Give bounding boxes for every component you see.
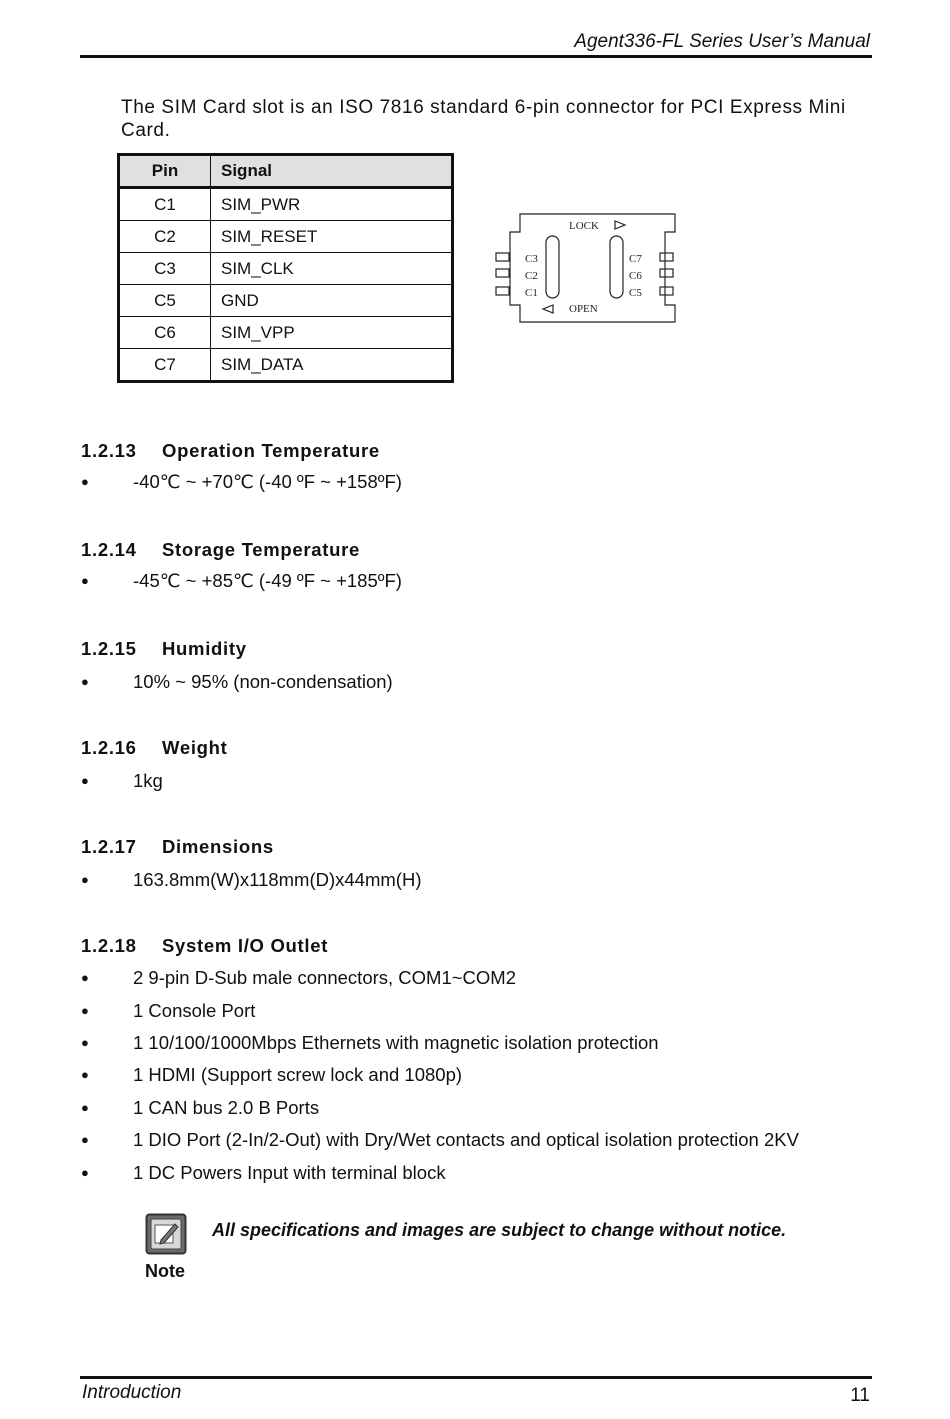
- left-pad: [496, 269, 509, 277]
- table-row: [119, 253, 453, 285]
- bullet-text: 2 9-pin D-Sub male connectors, COM1~COM2: [133, 967, 516, 988]
- table-row: [119, 317, 453, 349]
- list-item: [81, 1032, 659, 1054]
- list-item: [81, 1162, 446, 1184]
- right-pad: [660, 287, 673, 295]
- left-pad: [496, 253, 509, 261]
- pin-label-c5: C5: [629, 287, 642, 299]
- bullet-icon: ●: [81, 573, 89, 588]
- left-pad: [496, 287, 509, 295]
- note-text: All specifications and images are subject to change without notice.: [212, 1220, 787, 1240]
- section-heading: [81, 737, 228, 759]
- pin-label-c7: C7: [629, 253, 642, 265]
- right-pad: [660, 253, 673, 261]
- open-label: OPEN: [569, 303, 598, 315]
- open-arrow-icon: [543, 305, 553, 313]
- section-number: 1.2.17: [81, 836, 137, 857]
- list-item: [81, 1129, 799, 1151]
- list-item: [81, 770, 163, 792]
- footer-section: Introduction: [82, 1382, 182, 1403]
- bullet-icon: ●: [81, 474, 89, 489]
- pin-label-c1: C1: [525, 287, 538, 299]
- signal-cell: SIM_CLK: [211, 253, 453, 285]
- intro-paragraph: The SIM Card slot is an ISO 7816 standard 6-pin connector for PCI Express Mini Card.: [121, 97, 846, 141]
- bullet-icon: ●: [81, 773, 89, 788]
- section-number: 1.2.18: [81, 935, 137, 956]
- pin-label-c2: C2: [525, 270, 538, 282]
- signal-cell: SIM_VPP: [211, 317, 453, 349]
- section-title: Storage Temperature: [162, 539, 361, 560]
- signal-cell: SIM_DATA: [211, 349, 453, 382]
- list-item: [81, 1064, 462, 1086]
- list-item: [81, 471, 402, 493]
- section-title: System I/O Outlet: [162, 935, 329, 956]
- section-heading: [81, 638, 247, 660]
- bullet-icon: ●: [81, 674, 89, 689]
- footer-rule: [80, 1376, 872, 1379]
- section-number: 1.2.15: [81, 638, 137, 659]
- right-contact-bar: [610, 236, 623, 298]
- bullet-text: 1kg: [133, 770, 163, 791]
- bullet-text: 1 DIO Port (2-In/2-Out) with Dry/Wet contacts and optical isolation protection 2KV: [133, 1129, 799, 1150]
- list-item: [81, 1000, 255, 1022]
- section-heading: [81, 836, 274, 858]
- table-header-pin: Pin: [119, 155, 211, 188]
- bullet-text: -40℃ ~ +70℃ (-40 ºF ~ +158ºF): [133, 471, 402, 492]
- section-title: Operation Temperature: [162, 440, 380, 461]
- bullet-text: 163.8mm(W)x118mm(D)x44mm(H): [133, 869, 422, 890]
- header-title: Agent336-FL Series User’s Manual: [574, 31, 870, 52]
- signal-cell: SIM_PWR: [211, 188, 453, 221]
- pin-cell: C2: [119, 221, 211, 253]
- header-rule: [80, 55, 872, 58]
- sim-slot-diagram: [490, 210, 690, 330]
- pin-cell: C6: [119, 317, 211, 349]
- section-title: Weight: [162, 737, 228, 758]
- bullet-text: 10% ~ 95% (non-condensation): [133, 671, 393, 692]
- table-header-signal: Signal: [211, 155, 453, 188]
- section-number: 1.2.16: [81, 737, 137, 758]
- bullet-text: 1 DC Powers Input with terminal block: [133, 1162, 446, 1183]
- bullet-icon: ●: [81, 1165, 89, 1180]
- section-title: Dimensions: [162, 836, 274, 857]
- pin-cell: C3: [119, 253, 211, 285]
- sim-pin-table: [117, 153, 454, 383]
- bullet-text: 1 CAN bus 2.0 B Ports: [133, 1097, 320, 1118]
- bullet-text: 1 10/100/1000Mbps Ethernets with magnetic isolation protection: [133, 1032, 659, 1053]
- lock-label: LOCK: [569, 220, 599, 232]
- table-row: [119, 188, 453, 221]
- signal-cell: GND: [211, 285, 453, 317]
- pin-label-c3: C3: [525, 253, 538, 265]
- pin-label-c6: C6: [629, 270, 642, 282]
- lock-arrow-icon: [615, 221, 625, 229]
- left-contact-bar: [546, 236, 559, 298]
- table-row: [119, 285, 453, 317]
- table-row: [119, 221, 453, 253]
- signal-cell: SIM_RESET: [211, 221, 453, 253]
- note-pencil-icon: [145, 1213, 187, 1255]
- bullet-icon: ●: [81, 970, 89, 985]
- right-pad: [660, 269, 673, 277]
- list-item: [81, 1097, 319, 1119]
- bullet-text: 1 HDMI (Support screw lock and 1080p): [133, 1064, 463, 1085]
- list-item: [81, 671, 393, 693]
- table-row: [119, 349, 453, 382]
- bullet-icon: ●: [81, 1035, 89, 1050]
- pin-cell: C1: [119, 188, 211, 221]
- pin-cell: C5: [119, 285, 211, 317]
- section-number: 1.2.13: [81, 440, 137, 461]
- pin-cell: C7: [119, 349, 211, 382]
- list-item: [81, 869, 421, 891]
- section-heading: [81, 935, 328, 957]
- table-header-row: [119, 155, 453, 188]
- page-number: 11: [850, 1385, 870, 1406]
- bullet-icon: ●: [81, 1067, 89, 1082]
- list-item: [81, 967, 516, 989]
- section-title: Humidity: [162, 638, 247, 659]
- list-item: [81, 570, 402, 592]
- bullet-icon: ●: [81, 1132, 89, 1147]
- bullet-icon: ●: [81, 872, 89, 887]
- bullet-icon: ●: [81, 1100, 89, 1115]
- bullet-text: -45℃ ~ +85℃ (-49 ºF ~ +185ºF): [133, 570, 402, 591]
- note-label: Note: [145, 1261, 185, 1281]
- bullet-text: 1 Console Port: [133, 1000, 256, 1021]
- bullet-icon: ●: [81, 1003, 89, 1018]
- section-heading: [81, 440, 380, 462]
- section-number: 1.2.14: [81, 539, 137, 560]
- section-heading: [81, 539, 360, 561]
